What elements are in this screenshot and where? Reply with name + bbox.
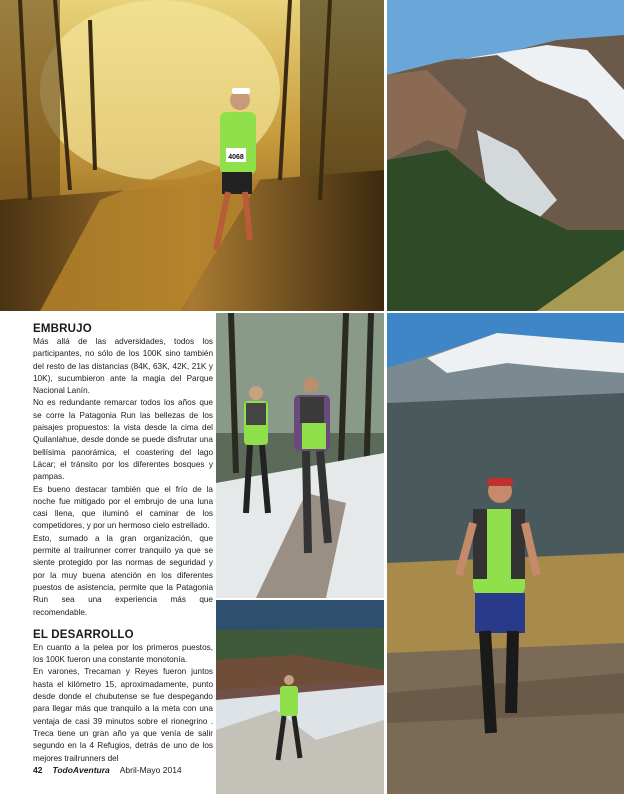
photo-runners-snowy-forest (216, 313, 384, 598)
photo-runner-mountain-pampa (387, 313, 624, 794)
photo-snowy-mountain-ridge (387, 0, 624, 311)
article-text-column (33, 323, 213, 765)
paragraph: No es redundante remarcar todos los años que se corre la Patagonia Run las bellezas de los paisajes propuestos: la vista desde la cima del Quilanlahue, desde donde se puede disfrutar una bellísima panorámica, el coastering del lago Lácar; el tránsito por los diferentes bosques y pampas. (33, 398, 213, 482)
photo-runner-snowy-hillside (216, 600, 384, 794)
section-heading-desarrollo: EL DESARROLLO (33, 628, 134, 641)
paragraph: Más allá de las adversidades, todos los participantes, no sólo de los 100K sino también del resto de las distancias (84K, 63K, 42K, 21K y 10K), sucumbieron ante la magia del Parque Nacional Lanín. (33, 337, 213, 396)
paragraph: En cuanto a la pelea por los primeros puestos, los 100K fueron una constante monotonía. (33, 642, 213, 665)
paragraph: Esto, sumado a la gran organización, que permite al trailrunner correr tranquilo ya que se siente protegido por las normas de seguridad y por la muy buena atención en los diferentes puestos de asistencia, permite que la Patagonia Run sea una experiencia más que recomendable. (33, 533, 213, 617)
photo-autumn-trail-runner (0, 0, 384, 311)
section-heading-embrujo: EMBRUJO (33, 323, 92, 335)
paragraph: En varones, Trecaman y Reyes fueron juntos hasta el kilómetro 15, aproximadamente, punto desde donde el chubutense se fue despegando para llegar más que tranquilo a la meta con una ventaja de casi 39 minutos sobre el rionegrino . Treca tiene un gran año ya que venía de salir segundo en la 4 Refugios, detrás de uno de los mejores trailrunners del (33, 667, 213, 763)
page-footer (33, 765, 182, 775)
runner-bib-number: 4068 (228, 154, 244, 161)
magazine-name: TodoAventura (52, 765, 110, 775)
paragraph: Es bueno destacar también que el frío de la noche fue mitigado por el embrujo de una luna casi llena, que iluminó el caminar de los competidores, y por un hermoso cielo estrellado. (33, 484, 213, 531)
issue-date: Abril-Mayo 2014 (119, 765, 182, 775)
page-number: 42 (33, 765, 43, 775)
